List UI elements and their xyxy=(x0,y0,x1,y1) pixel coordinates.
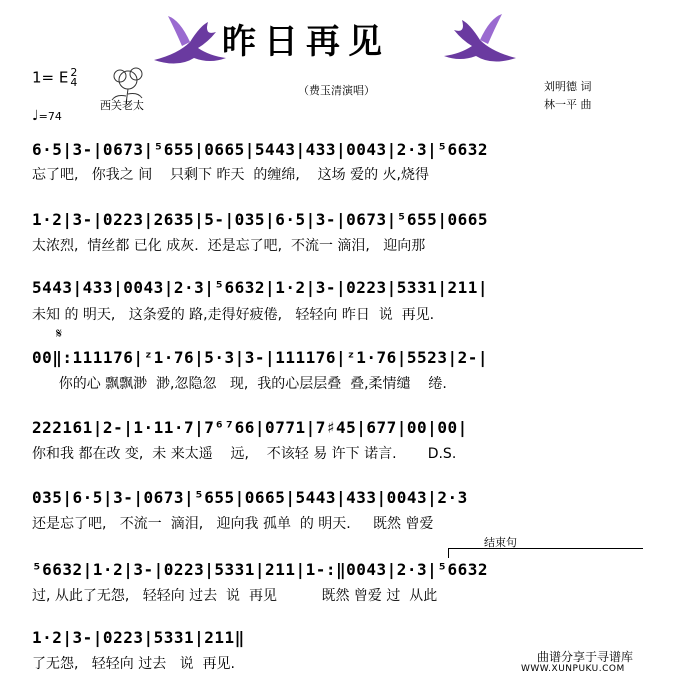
lyric-row-1: 忘了吧, 你我之 间 只剩下 昨天 的缠绵, 这场 爱的 火,烧得 xyxy=(32,167,430,183)
key-signature xyxy=(32,68,77,88)
swallow-right-icon xyxy=(440,10,520,74)
quarter-note-icon: ♩ xyxy=(32,108,39,124)
notation-row-1: 6·5|3-|0673|⁵655|0665|5443|433|0043|2·3|⁵6632 xyxy=(32,140,488,159)
footer-url: WWW.XUNPUKU.COM xyxy=(521,664,625,674)
lyric-row-8: 了无怨, 轻轻向 过去 说 再见. xyxy=(32,656,235,672)
segno-icon: 𝄋 xyxy=(56,326,63,342)
notation-row-6: 035|6·5|3-|0673|⁵655|0665|5443|433|0043|2·3 xyxy=(32,488,468,507)
notation-row-8: 1·2|3-|0223|5331|211‖ xyxy=(32,628,245,647)
lyric-row-7: 过, 从此了无怨, 轻轻向 过去 说 再见 既然 曾爱 过 从此 xyxy=(32,588,438,604)
singer-credit: （费玉清演唱） xyxy=(298,84,375,97)
song-title: 昨日再见 xyxy=(222,22,390,62)
ending-bracket xyxy=(448,548,643,549)
meter-bottom: 4 xyxy=(70,76,78,89)
tempo-marking xyxy=(32,108,62,124)
lyric-row-6: 还是忘了吧, 不流一 滴泪, 迎向我 孤单 的 明天. 既然 曾爱 xyxy=(32,516,434,532)
key-label: 1= E xyxy=(32,68,69,87)
lyric-row-4: 你的心 飘飘渺 渺,忽隐忽 现, 我的心层层叠 叠,柔情缱 绻. xyxy=(32,376,447,392)
ending-bracket-tick xyxy=(448,548,449,558)
swallow-left-icon xyxy=(150,12,230,76)
notation-row-2: 1·2|3-|0223|2635|5-|035|6·5|3-|0673|⁵655|0665 xyxy=(32,210,488,229)
footer-text: 曲谱分享于寻谱库 xyxy=(537,650,634,664)
time-signature xyxy=(70,68,77,88)
notation-row-7: ⁵6632|1·2|3-|0223|5331|211|1-:‖0043|2·3|⁵6632 xyxy=(32,560,488,579)
ending-label: 结束句 xyxy=(484,536,517,549)
lyric-row-5: 你和我 都在改 变, 未 来太遥 远, 不该轻 易 许下 诺言. D.S. xyxy=(32,446,457,462)
notation-row-5: 222161|2-|1·11·7|7⁶⁷66|0771|7♯45|677|00|00| xyxy=(32,418,468,437)
lyricist-credit: 刘明德 词 xyxy=(544,80,592,93)
meter-top: 2 xyxy=(70,66,78,79)
notation-row-4: 00‖:111176|ᶻ1·76|5·3|3-|111176|ᶻ1·76|5523|2-| xyxy=(32,348,488,367)
tempo-value: =74 xyxy=(38,110,62,123)
lyric-row-3: 未知 的 明天, 这条爱的 路,走得好疲倦, 轻轻向 昨日 说 再见. xyxy=(32,307,435,323)
composer-credit: 林一平 曲 xyxy=(544,98,592,111)
lyric-row-2: 太浓烈, 情丝都 已化 成灰. 还是忘了吧, 不流一 滴泪, 迎向那 xyxy=(32,238,426,254)
notation-row-3: 5443|433|0043|2·3|⁵6632|1·2|3-|0223|5331|211| xyxy=(32,278,488,297)
stamp-label: 西关老太 xyxy=(100,99,144,112)
